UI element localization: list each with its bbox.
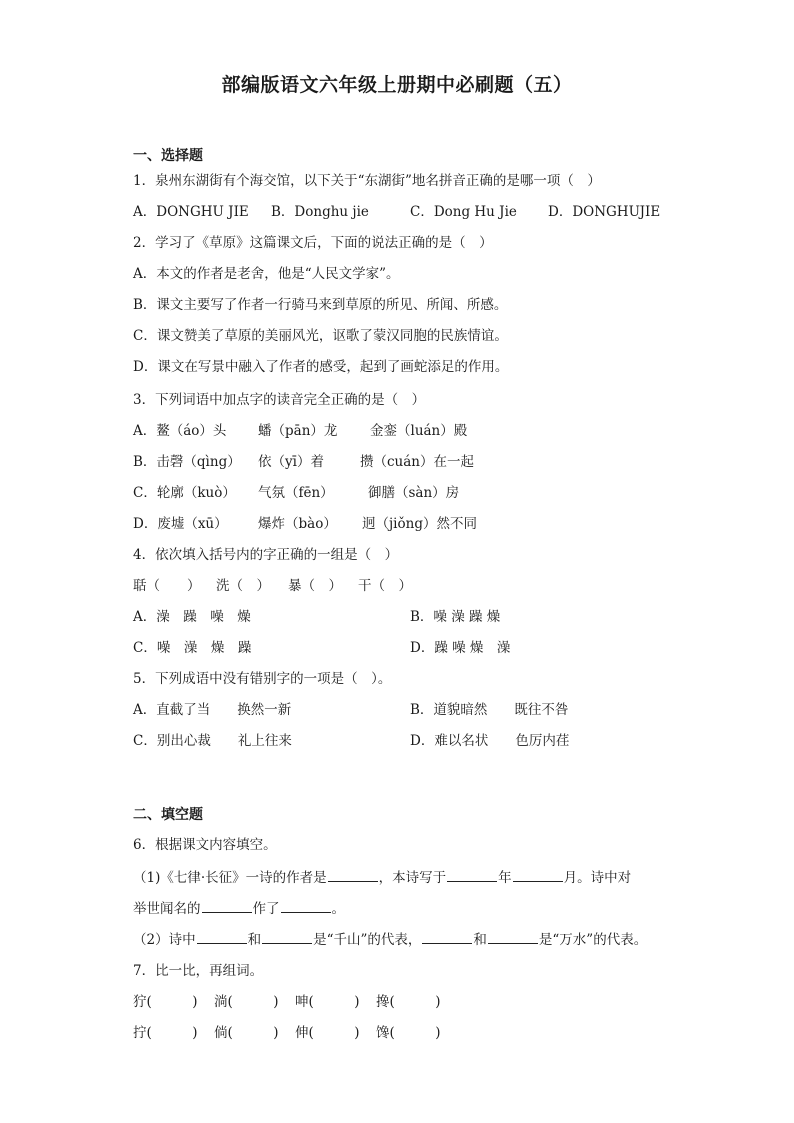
q3-a-word3: 金銮（luán）殿 [370,423,468,439]
q6-p1-text-f: 作了 [252,901,280,917]
q6-p1-text-a: （1)《七律·长征》一诗的作者是 [133,870,327,886]
q1-option-d: D．DONGHUJIE [548,204,661,220]
q5-stem: 5．下列成语中没有错别字的一项是（ ）。 [133,671,392,687]
q7-item-3: 呻( ) [295,994,360,1010]
q6-p1-text-d: 月。诗中对 [563,870,632,886]
q6-blank-water-1[interactable] [422,929,472,944]
q3-b-word1: B．击磬（qìng） [133,454,241,470]
q4-blank-3: 暴（ ） [288,578,342,594]
q1-option-b: B．Donghu jie [271,204,369,220]
q3-c-word1: C．轮廓（kuò） [133,485,236,501]
q6-blank-mountain-2[interactable] [262,929,312,944]
q7-item-2: 淌( ) [214,994,279,1010]
q3-c-word2: 气氛（fēn） [258,485,334,501]
q5-option-d: D．难以名状 色厉内荏 [410,733,570,749]
q1-option-c: C．Dong Hu Jie [410,204,517,220]
q6-part1-line1 [133,867,631,887]
q6-p1-text-e: 举世闻名的 [133,901,201,917]
q6-blank-event[interactable] [202,898,252,913]
q6-blank-description[interactable] [281,898,331,913]
q3-d-word1: D．废墟（xū） [133,516,228,532]
q1-option-a: A．DONGHU JIE [133,204,249,220]
q4-option-a: A．澡 躁 噪 燥 [133,609,251,625]
q6-stem: 6．根据课文内容填空。 [133,837,277,853]
q6-p2-text-b: 和 [247,932,262,948]
q2-option-a: A．本文的作者是老舍，他是“人民文学家”。 [133,266,400,282]
q3-stem: 3．下列词语中加点字的读音完全正确的是（ ） [133,392,426,408]
q3-a-word2: 蟠（pān）龙 [258,423,338,439]
q6-p2-text-a: （2）诗中 [133,932,196,948]
q7-item-5: 拧( ) [133,1025,198,1041]
q6-part2 [133,929,647,949]
q6-blank-month[interactable] [513,867,563,882]
q7-item-7: 伸( ) [295,1025,360,1041]
q4-blank-1: 聒（ ） [133,578,201,594]
q6-part1-line2 [133,898,345,918]
q6-p2-text-c: 是“千山”的代表， [313,932,422,948]
q3-d-word2: 爆炸（bào） [258,516,337,532]
q4-option-d: D．躁 噪 燥 澡 [410,640,511,656]
q6-p1-text-g: 。 [331,901,345,917]
q4-stem: 4．依次填入括号内的字正确的一组是（ ） [133,547,399,563]
q6-blank-author[interactable] [328,867,378,882]
q6-blank-water-2[interactable] [488,929,538,944]
q2-stem: 2．学习了《草原》这篇课文后，下面的说法正确的是（ ） [133,235,493,251]
q4-option-c: C．噪 澡 燥 躁 [133,640,252,656]
q3-b-word3: 攒（cuán）在一起 [360,454,474,470]
q4-blank-4: 干（ ） [358,578,412,594]
q3-c-word3: 御膳（sàn）房 [368,485,460,501]
q5-option-b: B．道貌暗然 既往不咎 [410,702,569,718]
q7-item-6: 倘( ) [214,1025,279,1041]
q3-d-word3: 迥（jiǒng）然不同 [362,516,477,532]
q6-p1-text-b: ，本诗写于 [378,870,447,886]
q7-item-4: 搀( ) [376,994,441,1010]
q4-option-b: B．噪 澡 躁 燥 [410,609,501,625]
q6-p2-text-d: 和 [473,932,487,948]
page-title: 部编版语文六年级上册期中必刷题（五） [221,74,573,96]
q6-blank-mountain-1[interactable] [197,929,247,944]
q3-a-word1: A．鳌（áo）头 [133,423,227,439]
section-choice-heading: 一、选择题 [133,148,203,164]
q7-item-1: 狞( ) [133,994,198,1010]
q4-blank-2: 洗（ ） [216,578,270,594]
q1-stem: 1．泉州东湖街有个海交馆，以下关于“东湖街”地名拼音正确的是哪一项（ ） [133,173,601,189]
q6-p1-text-c: 年 [498,870,512,886]
q3-b-word2: 依（yī）着 [258,454,324,470]
q7-stem: 7．比一比，再组词。 [133,963,264,979]
q5-option-c: C．别出心裁 礼上往来 [133,733,292,749]
q2-option-c: C．课文赞美了草原的美丽风光，讴歌了蒙汉同胞的民族情谊。 [133,328,508,344]
q7-item-8: 馋( ) [376,1025,441,1041]
q2-option-b: B．课文主要写了作者一行骑马来到草原的所见、所闻、所感。 [133,297,508,313]
q6-blank-year[interactable] [447,867,497,882]
q2-option-d: D．课文在写景中融入了作者的感受，起到了画蛇添足的作用。 [133,359,509,375]
q5-option-a: A．直截了当 换然一新 [133,702,292,718]
section-fill-heading: 二、填空题 [133,807,203,823]
q6-p2-text-e: 是“万水”的代表。 [538,932,648,948]
